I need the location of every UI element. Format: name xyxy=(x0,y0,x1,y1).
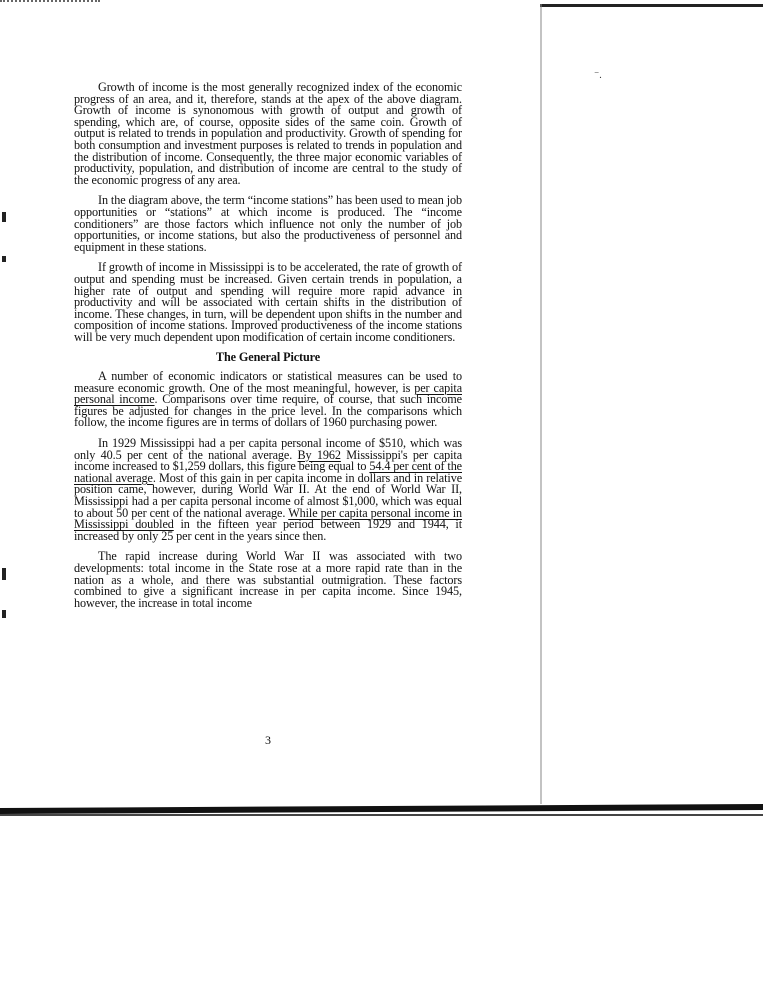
text-run: In 1929 Mississippi had a per capita personal income of $510, which was only 40.5 per cent of the national average. xyxy=(74,436,462,462)
paragraph: The rapid increase during World War II was associated with two developments: total income in the State rose at a more rapid rate than in the nation as a whole, and there was substantial outmigration. These factors combined to give a significant increase in per capita income. Since 1945, however, the increase in total income xyxy=(74,549,462,610)
scan-bottom-edge-shadow xyxy=(0,814,763,816)
paragraph: If growth of income in Mississippi is to be accelerated, the rate of growth of output and spending must be increased. Given certain trends in population, a higher rate of output and spending will require more rapid advance in productivity and will be associated with certain shifts in the distribution of income. These changes, in turn, will be dependent upon shifts in the number and composition of income stations. Improved productiveness of the income stations will be very much dependent upon modification of certain income conditioners. xyxy=(74,260,462,344)
text-run: Mississippi's per capita income increased to $1,259 dollars, this figure being equal to xyxy=(74,447,462,474)
scan-margin-mark xyxy=(2,256,6,262)
text-run: A number of economic indicators or statistical measures can be used to measure economic growth. One of the most meaningful, however, is xyxy=(74,369,462,395)
page-number: 3 xyxy=(265,733,271,747)
section-heading: The General Picture xyxy=(215,350,321,365)
scan-margin-mark xyxy=(2,568,6,580)
text-run: in the fifteen year period between 1929 and 1944, it increased by only 25 per cent in the years since then. xyxy=(74,517,463,543)
paragraph: In the diagram above, the term “income stations” has been used to mean job opportunities or “stations” at which income is produced. The “income conditioners” are those factors which influence not only the number of job opportunities, or income stations, but also the productiveness of personnel and equipment in these stations. xyxy=(74,193,462,254)
underlined-text: 54.4 per cent of the national average xyxy=(74,459,462,485)
scan-margin-mark xyxy=(2,212,6,222)
text-run: . Most of this gain in per capita income in dollars and in relative position came, however, during World War II. At the end of World War II, Mississippi had a per capita personal income of almost $1,000, which was equal to about 50 per cent of the national average. xyxy=(74,470,462,520)
scan-bottom-edge xyxy=(0,804,763,814)
text-run: . Comparisons over time require, of course, that such income figures be adjusted for changes in the price level. In the comparisons which follow, the income figures are in terms of dollars of 1960 purchasing power. xyxy=(74,392,462,430)
scan-right-edge xyxy=(540,4,542,804)
scan-margin-mark xyxy=(2,610,6,618)
underlined-text: While per capita personal income in Mississippi doubled xyxy=(74,505,463,532)
paragraph xyxy=(74,371,462,429)
scan-top-edge xyxy=(540,4,763,7)
page-body xyxy=(74,82,462,618)
paragraph: Growth of income is the most generally recognized index of the economic progress of an area, and it, therefore, stands at the apex of the above diagram. Growth of income is synonomous with growth of output and growth of spending, which are, of course, opposite sides of the same coin. Growth of output is related to trends in population and productivity. Growth of spending for both consumption and investment purposes is related to trends in population and the distribution of income. Consequently, the three major economic variables of productivity, population, and distribution of income are central to the study of the economic progress of any area. xyxy=(74,80,462,187)
corner-mark: ⁻. xyxy=(594,70,602,81)
underlined-text: per capita personal income xyxy=(74,380,462,407)
underlined-text: By 1962 xyxy=(297,447,341,462)
paragraph xyxy=(74,438,462,542)
scan-top-dashes xyxy=(0,0,100,4)
